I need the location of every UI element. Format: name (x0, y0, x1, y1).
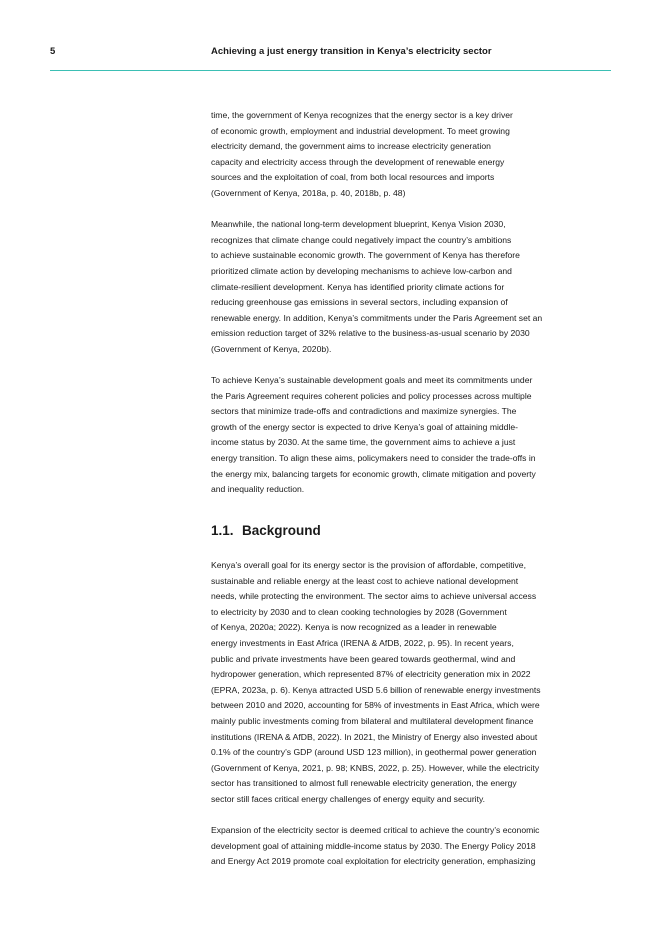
text-line: institutions (IRENA & AfDB, 2022). In 2021, the Ministry of Energy also invested about (211, 731, 538, 742)
text-line: capacity and electricity access through the development of renewable energy (211, 156, 505, 167)
text-line: Expansion of the electricity sector is deemed critical to achieve the country’s economic (211, 825, 540, 836)
text-line: (EPRA, 2023a, p. 6). Kenya attracted USD 5.6 billion of renewable energy investments (211, 684, 541, 695)
section-title: Background (242, 523, 321, 538)
paragraph-5 (211, 823, 615, 870)
paragraph-2 (211, 217, 615, 357)
text-line: mainly public investments coming from bilateral and multilateral development finance (211, 715, 534, 726)
text-line: income status by 2030. At the same time, the government aims to achieve a just (211, 437, 516, 448)
text-line: sustainable and reliable energy at the least cost to achieve national development (211, 575, 519, 586)
text-line: the Paris Agreement requires coherent policies and policy processes across multiple (211, 390, 532, 401)
text-line: the energy mix, balancing targets for economic growth, climate mitigation and poverty (211, 468, 536, 479)
text-line: and Energy Act 2019 promote coal exploitation for electricity generation, emphasizing (211, 856, 536, 867)
text-line: public and private investments have been geared towards geothermal, wind and (211, 653, 516, 664)
paragraph-4 (211, 558, 615, 808)
text-line: sector still faces critical energy challenges of energy equity and security. (211, 793, 486, 804)
text-line: sources and the exploitation of coal, from both local resources and imports (211, 172, 495, 183)
text-line: and inequality reduction. (211, 484, 305, 495)
text-line: sector has transitioned to almost full renewable electricity generation, the energy (211, 778, 517, 789)
paragraph-3 (211, 373, 615, 498)
text-line: electricity demand, the government aims to increase electricity generation (211, 141, 491, 152)
text-line: of Kenya, 2020a; 2022). Kenya is now recognized as a leader in renewable (211, 622, 497, 633)
text-line: time, the government of Kenya recognizes that the energy sector is a key driver (211, 110, 513, 120)
text-line: recognizes that climate change could negatively impact the country’s ambitions (211, 234, 512, 245)
text-line: to achieve sustainable economic growth. The government of Kenya has therefore (211, 250, 520, 261)
text-line: (Government of Kenya, 2018a, p. 40, 2018b, p. 48) (211, 187, 406, 198)
text-line: Kenya’s overall goal for its energy sector is the provision of affordable, competitive, (211, 560, 526, 570)
text-line: climate-resilient development. Kenya has identified priority climate actions for (211, 281, 505, 292)
body-text-bottom (211, 558, 615, 870)
text-line: energy investments in East Africa (IRENA & AfDB, 2022, p. 95). In recent years, (211, 637, 514, 648)
header-rule (50, 70, 611, 71)
text-line: reducing greenhouse gas emissions in several sectors, including expansion of (211, 297, 508, 308)
text-line: development goal of attaining middle-income status by 2030. The Energy Policy 2018 (211, 840, 536, 851)
text-line: energy transition. To align these aims, policymakers need to consider the trade-offs in (211, 453, 536, 464)
section-number: 1.1. (211, 523, 234, 538)
text-line: needs, while protecting the environment. The sector aims to achieve universal access (211, 591, 537, 602)
text-line: 0.1% of the country’s GDP (around USD 123 million), in geothermal power generation (211, 747, 537, 758)
text-line: prioritized climate action by developing mechanisms to achieve low-carbon and (211, 265, 512, 276)
text-line: emission reduction target of 32% relative to the business-as-usual scenario by 2030 (211, 328, 530, 339)
text-line: between 2010 and 2020, accounting for 58% of investments in East Africa, which were (211, 700, 540, 711)
text-line: to electricity by 2030 and to clean cooking technologies by 2028 (Government (211, 606, 507, 617)
body-text-top (211, 108, 615, 498)
paragraph-1 (211, 108, 615, 202)
text-line: To achieve Kenya’s sustainable development goals and meet its commitments under (211, 375, 533, 386)
section-heading (211, 523, 321, 538)
text-line: Meanwhile, the national long-term development blueprint, Kenya Vision 2030, (211, 219, 506, 230)
page-number: 5 (50, 46, 56, 57)
text-line: hydropower generation, which represented 87% of electricity generation mix in 2022 (211, 669, 531, 680)
text-line: of economic growth, employment and industrial development. To meet growing (211, 125, 510, 136)
text-line: (Government of Kenya, 2021, p. 98; KNBS, 2022, p. 25). However, while the electricity (211, 762, 540, 773)
text-line: renewable energy. In addition, Kenya’s commitments under the Paris Agreement set an (211, 312, 543, 323)
running-title: Achieving a just energy transition in Kenya’s electricity sector (211, 46, 492, 57)
text-line: sectors that minimize trade-offs and contradictions and maximize synergies. The (211, 406, 517, 417)
text-line: (Government of Kenya, 2020b). (211, 343, 332, 354)
text-line: growth of the energy sector is expected to drive Kenya’s goal of attaining middle- (211, 421, 519, 432)
